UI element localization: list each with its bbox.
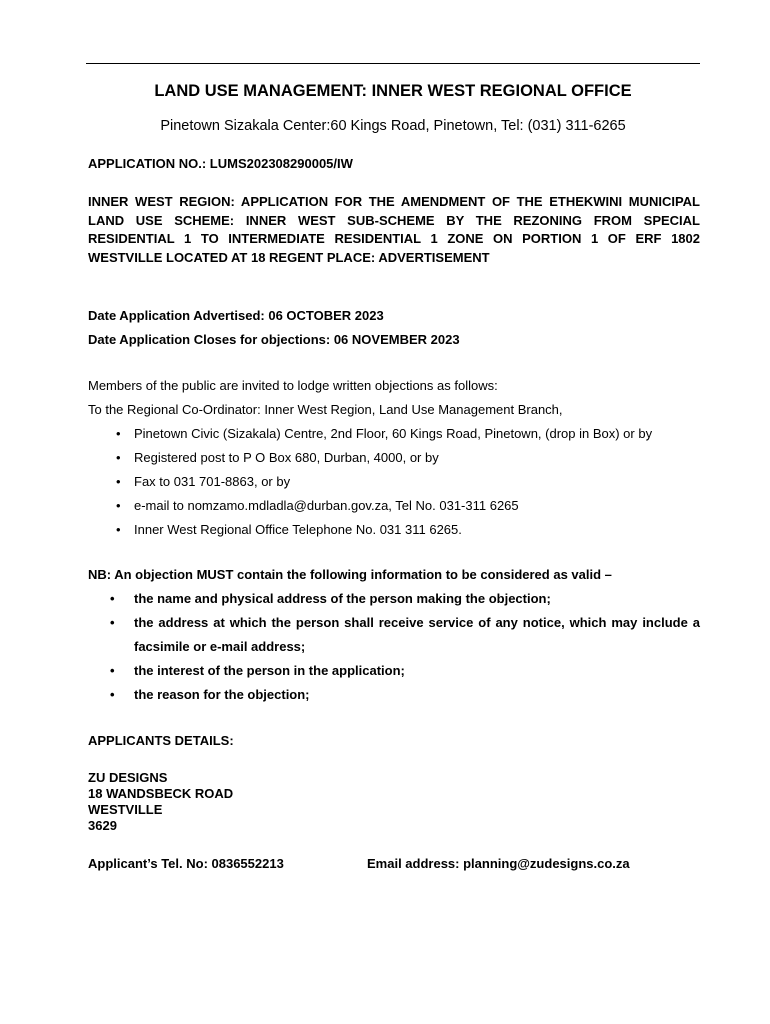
nb-requirements-list <box>88 587 700 707</box>
date-advertised: Date Application Advertised: 06 OCTOBER 2023 <box>88 308 384 323</box>
intro-line: Members of the public are invited to lodge written objections as follows: <box>88 378 498 393</box>
applicant-name: ZU DESIGNS <box>88 770 168 785</box>
list-item <box>88 683 700 707</box>
applicant-address <box>88 770 233 834</box>
bullet-icon: • <box>116 426 121 441</box>
list-item <box>88 498 652 522</box>
bullet-icon: • <box>116 450 121 465</box>
list-item <box>88 522 652 546</box>
office-address: Pinetown Sizakala Center:60 Kings Road, Pinetown, Tel: (031) 311-6265 <box>160 118 626 134</box>
recipient-line: To the Regional Co-Ordinator: Inner West Region, Land Use Management Branch, <box>88 402 563 417</box>
list-item <box>88 450 652 474</box>
bullet-icon: • <box>116 474 121 489</box>
list-item-text: Registered post to P O Box 680, Durban, 4000, or by <box>134 450 439 465</box>
bullet-icon: • <box>110 687 115 702</box>
top-rule <box>86 63 700 64</box>
list-item <box>88 474 652 498</box>
document-title: LAND USE MANAGEMENT: INNER WEST REGIONAL OFFICE <box>154 82 632 100</box>
list-item <box>88 587 700 611</box>
bullet-icon: • <box>116 522 121 537</box>
list-item-text: the name and physical address of the person making the objection; <box>134 591 551 606</box>
applicant-street: 18 WANDSBECK ROAD <box>88 786 234 801</box>
nb-heading: NB: An objection MUST contain the following information to be considered as valid – <box>88 567 612 582</box>
list-item-text: the address at which the person shall receive service of any notice, which may include a facsimile or e-mail address; <box>134 615 700 654</box>
list-item <box>88 426 652 450</box>
bullet-icon: • <box>110 663 115 678</box>
applicant-email[interactable]: Email address: planning@zudesigns.co.za <box>367 856 630 871</box>
list-item <box>88 611 700 659</box>
applicant-postal-code: 3629 <box>88 818 117 833</box>
list-item-text: the reason for the objection; <box>134 687 310 702</box>
applicants-heading: APPLICANTS DETAILS: <box>88 733 234 748</box>
email-link[interactable]: e-mail to nomzamo.mdladla@durban.gov.za, Tel No. 031-311 6265 <box>134 498 519 513</box>
list-item <box>88 659 700 683</box>
list-item-text: Inner West Regional Office Telephone No. 031 311 6265. <box>134 522 462 537</box>
lodge-options-list <box>88 426 652 546</box>
bullet-icon: • <box>110 591 115 606</box>
application-number: APPLICATION NO.: LUMS202308290005/IW <box>88 156 353 171</box>
date-closes: Date Application Closes for objections: 06 NOVEMBER 2023 <box>88 332 460 347</box>
list-item-text: Pinetown Civic (Sizakala) Centre, 2nd Floor, 60 Kings Road, Pinetown, (drop in Box) or by <box>134 426 653 441</box>
list-item-text: Fax to 031 701-8863, or by <box>134 474 291 489</box>
list-item-text: the interest of the person in the application; <box>134 663 405 678</box>
bullet-icon: • <box>116 498 121 513</box>
application-heading: INNER WEST REGION: APPLICATION FOR THE AMENDMENT OF THE ETHEKWINI MUNICIPAL LAND USE SCHEME: INNER WEST SUB-SCHEME BY THE REZONING FROM SPECIAL RESIDENTIAL 1 TO INTERMEDIATE RESIDENTIAL 1 ZONE ON PORTION 1 OF ERF 1802 WESTVILLE LOCATED AT 18 REGENT PLACE: ADVERTISEMENT <box>88 194 700 265</box>
bullet-icon: • <box>110 615 115 630</box>
applicant-suburb: WESTVILLE <box>88 802 163 817</box>
applicant-telephone: Applicant’s Tel. No: 0836552213 <box>88 856 284 871</box>
